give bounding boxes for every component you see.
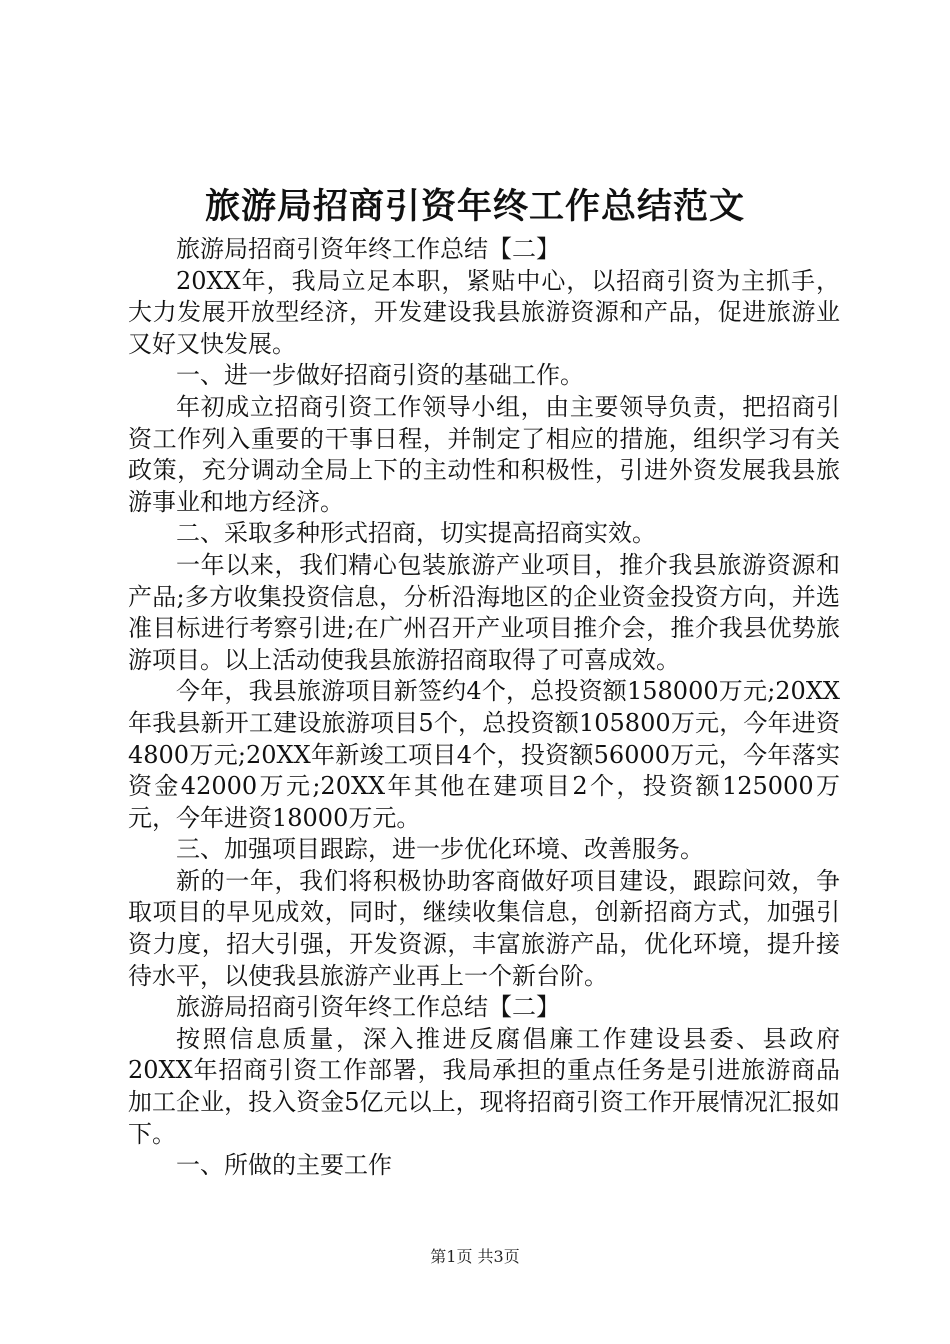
paragraph: 年初成立招商引资工作领导小组，由主要领导负责，把招商引资工作列入重要的干事日程，并制定了相应的措施，组织学习有关政策，充分调动全局上下的主动性和积极性，引进外资发展我县旅游事业和地方经济。 xyxy=(128,392,840,516)
paragraph: 一年以来，我们精心包装旅游产业项目，推介我县旅游资源和产品;多方收集投资信息，分析沿海地区的企业资金投资方向，并选准目标进行考察引进;在广州召开产业项目推介会，推介我县优势旅游项目。以上活动使我县旅游招商取得了可喜成效。 xyxy=(128,550,840,674)
subheading: 一、所做的主要工作 xyxy=(176,1151,392,1180)
paragraph: 今年，我县旅游项目新签约4个，总投资额158000万元;20XX年我县新开工建设旅游项目5个，总投资额105800万元，今年进资4800万元;20XX年新竣工项目4个，投资额56000万元，今年落实资金42000万元;20XX年其他在建项目2个，投资额125000万元，今年进资18000万元。 xyxy=(128,677,840,832)
section-heading: 旅游局招商引资年终工作总结【二】 xyxy=(176,993,560,1022)
subheading: 一、进一步做好招商引资的基础工作。 xyxy=(176,361,584,390)
page-footer: 第1页 共3页 xyxy=(430,1247,520,1266)
document-title: 旅游局招商引资年终工作总结范文 xyxy=(204,186,745,227)
paragraph: 按照信息质量，深入推进反腐倡廉工作建设县委、县政府20XX年招商引资工作部署，我局承担的重点任务是引进旅游商品加工企业，投入资金5亿元以上，现将招商引资工作开展情况汇报如下。 xyxy=(128,1024,840,1148)
paragraph: 20XX年，我局立足本职，紧贴中心，以招商引资为主抓手，大力发展开放型经济，开发建设我县旅游资源和产品，促进旅游业又好又快发展。 xyxy=(128,266,840,358)
section-heading: 旅游局招商引资年终工作总结【二】 xyxy=(176,235,560,263)
subheading: 二、采取多种形式招商，切实提高招商实效。 xyxy=(176,519,656,548)
subheading: 三、加强项目跟踪，进一步优化环境、改善服务。 xyxy=(176,835,704,864)
paragraph: 新的一年，我们将积极协助客商做好项目建设，跟踪问效，争取项目的早见成效，同时，继续收集信息，创新招商方式，加强引资力度，招大引强，开发资源，丰富旅游产品，优化环境，提升接待水平，以使我县旅游产业再上一个新台阶。 xyxy=(128,866,840,990)
document-body xyxy=(128,234,840,1182)
